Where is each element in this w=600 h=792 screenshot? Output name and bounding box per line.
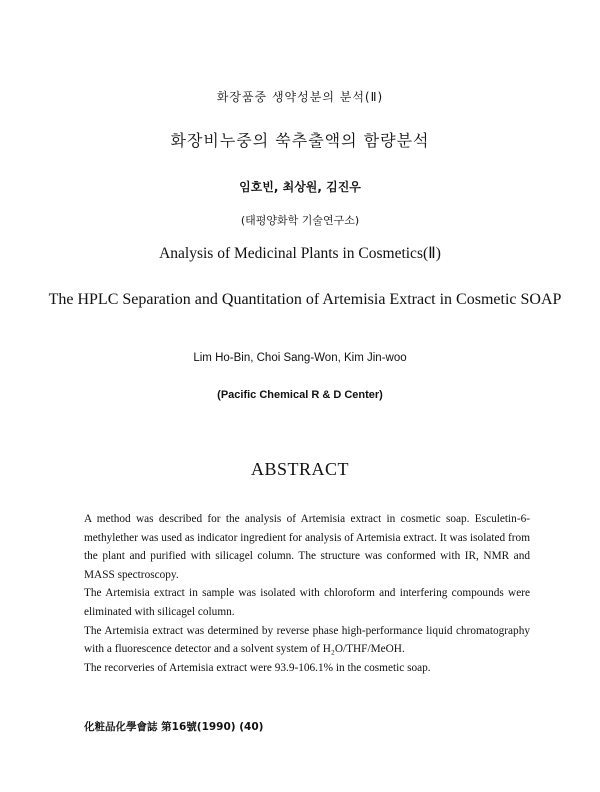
affiliation-english: (Pacific Chemical R & D Center) [217, 389, 383, 401]
abstract-paragraph: The Artemisia extract was determined by reverse phase high-performance liquid chromatography with a fluorescence detector and a solvent system of H₂O/THF/MeOH. [84, 624, 530, 656]
abstract-paragraph: The recorveries of Artemisia extract were 93.9-106.1% in the cosmetic soap. [84, 661, 431, 674]
series-title-korean: 화장품중 생약성분의 분석(Ⅱ) [216, 90, 384, 104]
abstract-paragraph: A method was described for the analysis of Artemisia extract in cosmetic soap. Esculetin-6-methylether was used as indicator ingredient for analysis of Artemisia extract. It was isolated from the plant and purified with silicagel column. The structure was conformed with IR, NMR and MASS spectroscopy. [84, 513, 530, 581]
abstract-paragraph: The Artemisia extract in sample was isolated with chloroform and interfering compounds were eliminated with silicagel column. [84, 587, 530, 618]
journal-citation: 化粧品化學會誌 第16號(1990) (40) [84, 721, 264, 733]
paper-title-english: The HPLC Separation and Quantitation of Artemisia Extract in Cosmetic SOAP [48, 291, 562, 308]
authors-korean: 임호빈, 최상원, 김진우 [239, 180, 361, 194]
authors-english: Lim Ho-Bin, Choi Sang-Won, Kim Jin-woo [193, 352, 407, 364]
abstract-body [84, 510, 530, 677]
affiliation-korean: (태평양화학 기술연구소) [240, 214, 360, 227]
abstract-heading: ABSTRACT [250, 459, 350, 479]
paper-title-korean: 화장비누중의 쑥추출액의 함량분석 [170, 131, 430, 150]
series-title-english: Analysis of Medicinal Plants in Cosmetics(Ⅱ) [159, 245, 441, 262]
